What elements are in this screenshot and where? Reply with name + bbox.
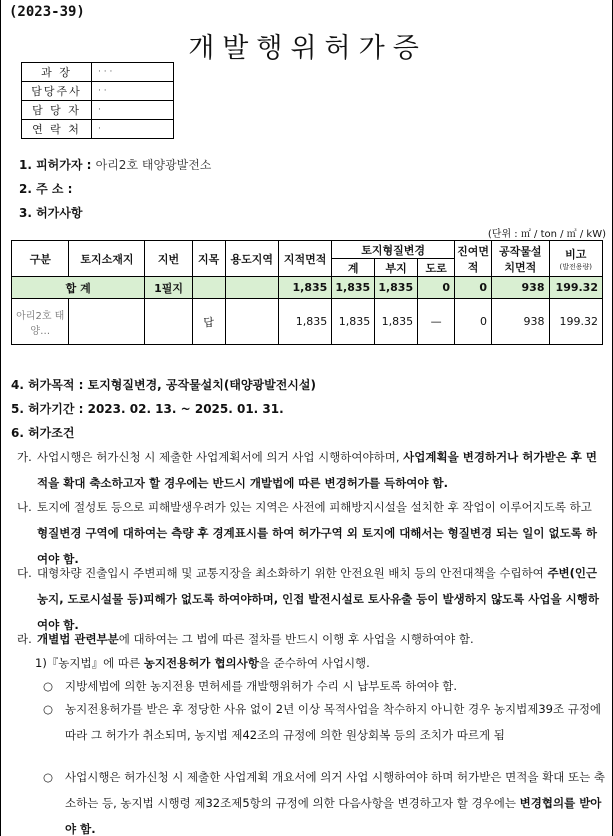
bullet-text-bold: 변경협의를 받아야 함. <box>65 796 602 836</box>
bullet-item <box>43 764 605 836</box>
bullet-item <box>43 696 605 748</box>
condition-text-bold: 주변(인근농지, 도로시설물 등)피해가 없도록 하여야하며, 인접 발전시설로 토사유출 등이 발생하지 않도록 사업을 시행하여야 함. <box>37 566 599 632</box>
total-felling: 0 <box>455 277 492 299</box>
col-area: 지적면적 <box>278 241 331 277</box>
row-facility: 938 <box>492 299 549 345</box>
circle-bullet-icon: ○ <box>43 679 54 693</box>
bullet-text: 농지전용허가를 받은 후 정당한 사유 없이 2년 이상 목적사업을 착수하지 아니한 경우 농지법제39조 규정에 따라 그 허가가 취소되며, 농지법 제42조의 규정에 의한 원상회복 등의 조치가 따르게 됨 <box>65 702 602 742</box>
document-number: (2023-39) <box>9 4 85 20</box>
staff-value: · <box>92 101 174 120</box>
staff-value: · <box>92 120 174 139</box>
applicant-value: 아리2호 태양광발전소 <box>95 158 212 172</box>
row-lot <box>145 299 192 345</box>
condition-ra <box>17 626 605 652</box>
staff-label: 연 락 처 <box>22 120 92 139</box>
total-remark: 199.32 <box>549 277 603 299</box>
circle-bullet-icon: ○ <box>43 702 54 716</box>
condition-text-bold: 형질변경 구역에 대하여는 측량 후 경계표시를 하여 허가구역 외 토지에 대해서는 형질변경 되는 일이 없도록 하여야 함. <box>37 526 597 566</box>
section-6-heading: 6. 허가조건 <box>11 426 75 440</box>
total-facility: 938 <box>492 277 549 299</box>
condition-text-bold: 개별법 관련부분 <box>37 632 119 646</box>
applicant-line <box>19 156 211 173</box>
col-category: 지목 <box>192 241 225 277</box>
staff-label: 담 당 자 <box>22 101 92 120</box>
condition-marker: 다. <box>17 566 32 580</box>
staff-row <box>22 101 174 120</box>
col-location: 토지소재지 <box>69 241 145 277</box>
staff-label: 과 장 <box>22 63 92 82</box>
total-label: 합 계 <box>12 277 145 299</box>
total-area: 1,835 <box>278 277 331 299</box>
staff-table <box>21 62 174 139</box>
unit-note: (단위 : ㎡ / ton / ㎥ / kW) <box>487 229 606 240</box>
col-zoning: 용도지역 <box>225 241 278 277</box>
total-change-site: 1,835 <box>375 277 418 299</box>
row-change-site: 1,835 <box>375 299 418 345</box>
remark-label: 비고 <box>565 247 587 261</box>
purpose-line: 4. 허가목적 : 토지형질변경, 공작물설치(태양광발전시설) <box>11 378 316 392</box>
condition-marker: 가. <box>17 450 32 464</box>
document-title: 개발행위허가증 <box>188 33 427 64</box>
row-location <box>69 299 145 345</box>
col-change: 토지형질변경 <box>332 241 455 259</box>
address-line <box>19 180 72 197</box>
col-change-site: 부지 <box>375 259 418 277</box>
row-remark: 199.32 <box>549 299 603 345</box>
period-line: 5. 허가기간 : 2023. 02. 13. ~ 2025. 01. 31. <box>11 402 284 416</box>
applicant-label: 1. 피허가자 : <box>19 158 92 172</box>
staff-value: · · · <box>92 63 174 82</box>
remark-sub-label: (발전용량) <box>559 262 592 271</box>
col-gubun: 구분 <box>12 241 69 277</box>
condition-text-plain: 사업시행은 허가신청 시 제출한 사업계획서에 의거 사업 시행하여야하며, <box>37 450 400 464</box>
condition-marker: 나. <box>17 500 32 514</box>
total-change-total: 1,835 <box>332 277 375 299</box>
total-lot: 1필지 <box>145 277 192 299</box>
staff-row <box>22 63 174 82</box>
col-felling: 진여면적 <box>455 241 492 277</box>
staff-label: 담당주사 <box>22 82 92 101</box>
total-change-road: 0 <box>418 277 455 299</box>
condition-text <box>37 626 605 652</box>
row-change-road: — <box>418 299 455 345</box>
subcondition-bold: 농지전용허가 협의사항 <box>143 656 259 670</box>
circle-bullet-icon: ○ <box>43 770 54 784</box>
col-lot: 지번 <box>145 241 192 277</box>
row-felling: 0 <box>455 299 492 345</box>
subcondition-prefix: 1)『농지법』에 따른 <box>35 656 141 670</box>
condition-marker: 라. <box>17 632 32 646</box>
permit-table <box>11 240 603 345</box>
row-zoning <box>225 299 278 345</box>
col-change-road: 도로 <box>418 259 455 277</box>
row-change-total: 1,835 <box>332 299 375 345</box>
col-remark <box>549 241 603 277</box>
section-3-heading: 3. 허가사항 <box>19 206 83 220</box>
staff-value: · · <box>92 82 174 101</box>
condition-ga <box>17 444 605 496</box>
bullet-text <box>65 764 605 836</box>
col-facility: 공작물설치면적 <box>492 241 549 277</box>
bullet-text: 지방세법에 의한 농지전용 면허세를 개발행위허가 수리 시 납부토록 하여야 함. <box>65 679 458 693</box>
bullet-text-plain: 사업시행은 허가신청 시 제출한 사업계획 개요서에 의거 사업 시행하여야 하며 허가받은 면적을 확대 또는 축소하는 등, 농지법 시행령 제32조제5항의 규정에 의한 다음사항을 변경하고자 할 경우에는 <box>65 770 605 810</box>
row-area: 1,835 <box>278 299 331 345</box>
staff-row <box>22 82 174 101</box>
total-zoning <box>225 277 278 299</box>
condition-text-plain: 에 대하여는 그 법에 따른 절차를 반드시 이행 후 사업을 시행하여야 함. <box>118 632 474 646</box>
condition-text-plain: 대형차량 진출입시 주변피해 및 교통지장을 최소화하기 위한 안전요원 배치 등의 안전대책을 수립하여 <box>37 566 544 580</box>
condition-text <box>37 444 605 496</box>
condition-text-bold: 사업계획을 변경하거나 허가받은 후 면적을 확대 축소하고자 할 경우에는 반드시 개발법에 따른 변경허가를 득하여야 함. <box>37 450 597 490</box>
table-row <box>12 299 603 345</box>
total-row <box>12 277 603 299</box>
address-label: 2. 주 소 : <box>19 182 73 196</box>
subcondition-rest: 을 준수하여 사업시행. <box>258 656 370 670</box>
total-category <box>192 277 225 299</box>
row-category: 답 <box>192 299 225 345</box>
condition-text-plain: 토지에 절성토 등으로 피해발생우려가 있는 지역은 사전에 피해방지시설을 설치한 후 작업이 이루어지도록 하고 <box>37 500 592 514</box>
staff-row <box>22 120 174 139</box>
header-row <box>12 241 603 259</box>
col-change-total: 계 <box>332 259 375 277</box>
row-gubun: 아리2호 태양… <box>12 299 69 345</box>
